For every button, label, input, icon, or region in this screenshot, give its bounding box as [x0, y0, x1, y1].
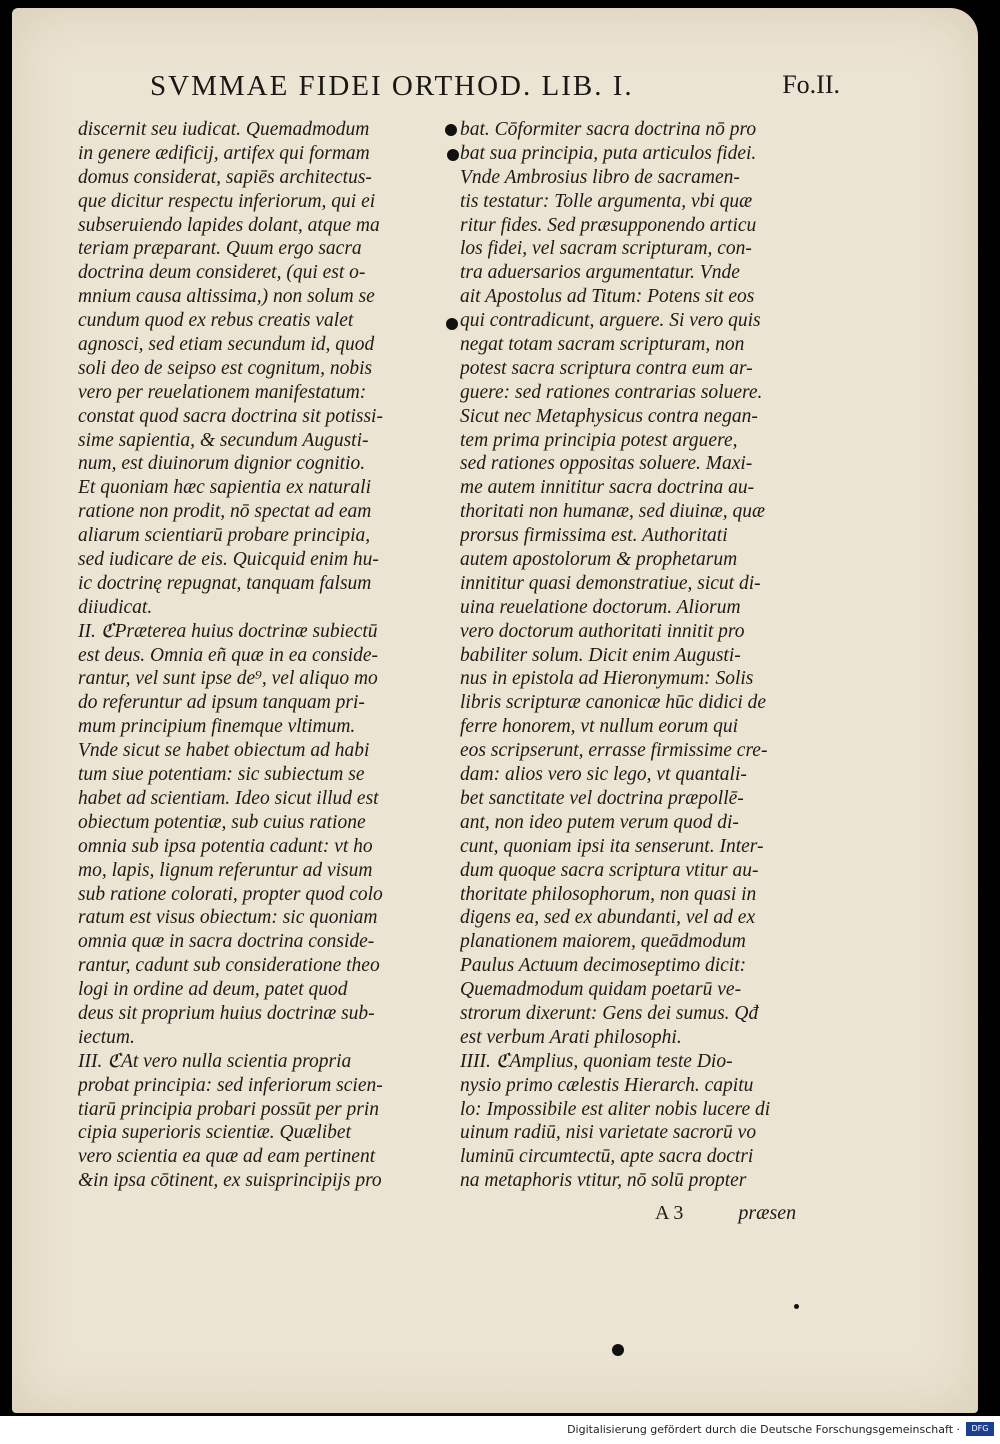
running-header — [150, 70, 840, 110]
text-line: tra aduersarios argumentatur. Vnde — [460, 262, 740, 284]
text-line: negat totam sacram scripturam, non — [460, 334, 745, 356]
text-line: planationem maiorem, queādmodum — [460, 931, 746, 953]
text-line: num, est diuinorum dignior cognitio. — [78, 453, 366, 475]
hole-mark — [612, 1344, 624, 1356]
text-line: est verbum Arati philosophi. — [460, 1026, 682, 1048]
text-line: rantur, cadunt sub consideratione theo — [78, 955, 380, 977]
text-line: ferre honorem, vt nullum eorum qui — [460, 716, 739, 738]
text-line: habet ad scientiam. Ideo sicut illud est — [78, 787, 379, 809]
text-line: doctrina deum consideret, (qui est o- — [78, 262, 366, 284]
text-line: tis testatur: Tolle argumenta, vbi quæ — [460, 190, 753, 212]
text-line: constat quod sacra doctrina sit potissi- — [78, 405, 383, 427]
text-line: ratione non prodit, nō spectat ad eam — [78, 501, 372, 523]
hole-mark — [445, 124, 457, 136]
text-line: uina reuelatione doctorum. Aliorum — [460, 596, 741, 618]
text-line: obiectum potentiæ, sub cuius ratione — [78, 811, 366, 833]
text-line: eos scripserunt, errasse firmissime cre- — [460, 740, 768, 762]
text-line: ait Apostolus ad Titum: Potens sit eos — [460, 286, 755, 308]
text-line: mum principium finemque vltimum. — [78, 716, 356, 738]
text-line: bet sanctitate vel doctrina præpollē- — [460, 787, 744, 809]
text-line: Sicut nec Metaphysicus contra negan- — [460, 405, 758, 427]
text-line: thoritati non humanæ, sed diuinæ, quæ — [460, 501, 765, 523]
text-line: III. ℭAt vero nulla scientia propria — [78, 1050, 352, 1072]
text-line: in genere ædificij, artifex qui formam — [78, 142, 370, 164]
text-line: probat principia: sed inferiorum scien- — [78, 1074, 383, 1096]
text-line: sub ratione colorati, propter quod colo — [78, 883, 383, 905]
folio-number: Fo.II. — [782, 70, 840, 99]
text-line: logi in ordine ad deum, patet quod — [78, 979, 348, 1001]
text-line: nysio primo cælestis Hierarch. capitu — [460, 1074, 754, 1096]
text-line: domus considerat, sapiēs architectus- — [78, 166, 372, 188]
text-line: iectum. — [78, 1026, 135, 1048]
text-line: que dicitur respectu inferiorum, qui ei — [78, 190, 376, 212]
text-line: innititur quasi demonstratiue, sicut di- — [460, 572, 761, 594]
text-line: cunt, quoniam ipsi ita senserunt. Inter- — [460, 835, 764, 857]
text-line: babiliter solum. Dicit enim Augusti- — [460, 644, 741, 666]
footer-credit: Digitalisierung gefördert durch die Deutsche Forschungsgemeinschaft · — [567, 1423, 960, 1436]
text-line: diiudicat. — [78, 596, 153, 618]
text-line: aliarum scientiarū probare principia, — [78, 525, 371, 547]
text-line: strorum dixerunt: Gens dei sumus. Qđ — [460, 1002, 759, 1024]
text-line: IIII. ℭAmplius, quoniam teste Dio- — [460, 1050, 733, 1072]
text-line: nus in epistola ad Hieronymum: Solis — [460, 668, 754, 690]
text-line: potest sacra scriptura contra eum ar- — [460, 357, 753, 379]
text-line: dum quoque sacra scriptura vtitur au- — [460, 859, 759, 881]
text-line: cipia superioris scientiæ. Quælibet — [78, 1122, 351, 1144]
text-line: est deus. Omnia eñ quæ in ea conside- — [78, 644, 379, 666]
text-line: bat. Cōformiter sacra doctrina nō pro — [460, 119, 757, 140]
text-line: me autem innititur sacra doctrina au- — [460, 477, 755, 499]
hole-mark — [447, 149, 459, 161]
text-line: digens ea, sed ex abundanti, vel ad ex — [460, 907, 756, 929]
text-line: na metaphoris vtitur, nō solū propter — [460, 1170, 747, 1192]
text-line: soli deo de seipso est cognitum, nobis — [78, 357, 373, 379]
text-line: ritur fides. Sed præsupponendo articu — [460, 214, 757, 236]
text-line: sed iudicare de eis. Quicquid enim hu- — [78, 549, 379, 571]
catchword-line — [655, 1202, 796, 1225]
left-text-column — [78, 118, 438, 1193]
text-line: rantur, vel sunt ipse de⁹, vel aliquo mo — [78, 668, 378, 690]
text-line: bat sua principia, puta articulos fidei. — [460, 142, 757, 164]
running-title: SVMMAE FIDEI ORTHOD. LIB. I. — [150, 70, 634, 102]
text-line: tum siue potentiam: sic subiectum se — [78, 764, 365, 786]
catchword: præsen — [738, 1202, 797, 1224]
text-line: guere: sed rationes contrarias soluere. — [460, 381, 763, 403]
hole-mark — [446, 318, 458, 330]
text-line: lo: Impossibile est aliter nobis lucere di — [460, 1098, 771, 1120]
right-text-column — [460, 118, 830, 1193]
text-line: teriam præparant. Quum ergo sacra — [78, 238, 362, 260]
text-line: mo, lapis, lignum referuntur ad visum — [78, 859, 373, 881]
text-line: cundum quod ex rebus creatis valet — [78, 310, 354, 332]
text-line: vero scientia ea quæ ad eam pertinent — [78, 1146, 376, 1168]
text-line: Vnde sicut se habet obiectum ad habi — [78, 740, 370, 762]
text-line: ratum est visus obiectum: sic quoniam — [78, 907, 378, 929]
text-line: subseruiendo lapides dolant, atque ma — [78, 214, 380, 236]
text-line: II. ℭPræterea huius doctrinæ subiectū — [78, 620, 378, 642]
text-line: libris scripturæ canonicæ hūc didici de — [460, 692, 767, 714]
signature-mark: A 3 — [655, 1202, 684, 1224]
text-line: dam: alios vero sic lego, vt quantali- — [460, 764, 747, 786]
text-line: prorsus firmissima est. Authoritati — [460, 525, 728, 547]
text-line: luminū circumtectū, apte sacra doctri — [460, 1146, 754, 1168]
footer-bar — [0, 1416, 1000, 1444]
text-line: &in ipsa cōtinent, ex suisprincipijs pro — [78, 1170, 382, 1192]
text-line: ic doctrinę repugnat, tanquam falsum — [78, 572, 372, 594]
text-line: vero doctorum authoritati innitit pro — [460, 620, 745, 642]
text-line: ant, non ideo putem verum quod di- — [460, 811, 739, 833]
text-line: do referuntur ad ipsum tanquam pri- — [78, 692, 365, 714]
text-line: mnium causa altissima,) non solum se — [78, 286, 375, 308]
text-line: autem apostolorum & prophetarum — [460, 549, 738, 571]
text-line: Quemadmodum quidam poetarū ve- — [460, 979, 742, 1001]
text-line: omnia quæ in sacra doctrina conside- — [78, 931, 375, 953]
text-line: Et quoniam hæc sapientia ex naturali — [78, 477, 372, 499]
text-line: deus sit proprium huius doctrinæ sub- — [78, 1002, 375, 1024]
text-line: tiarū principia probari possūt per prin — [78, 1098, 380, 1120]
text-line: vero per reuelationem manifestatum: — [78, 381, 367, 403]
text-line: Vnde Ambrosius libro de sacramen- — [460, 166, 740, 188]
text-line: discernit seu iudicat. Quemadmodum — [78, 119, 370, 140]
text-line: sed rationes oppositas soluere. Maxi- — [460, 453, 753, 475]
speck-mark — [794, 1304, 799, 1309]
text-line: qui contradicunt, arguere. Si vero quis — [460, 310, 761, 332]
text-line: tem prima principia potest arguere, — [460, 429, 738, 451]
text-line: omnia sub ipsa potentia cadunt: vt ho — [78, 835, 373, 857]
text-line: agnosci, sed etiam secundum id, quod — [78, 334, 375, 356]
text-line: Paulus Actuum decimoseptimo dicit: — [460, 955, 747, 977]
text-line: uinum radiū, nisi varietate sacrorū vo — [460, 1122, 757, 1144]
text-line: sime sapientia, & secundum Augusti- — [78, 429, 369, 451]
text-line: thoritate philosophorum, non quasi in — [460, 883, 757, 905]
dfg-logo: DFG — [966, 1422, 994, 1436]
text-line: los fidei, vel sacram scripturam, con- — [460, 238, 752, 260]
